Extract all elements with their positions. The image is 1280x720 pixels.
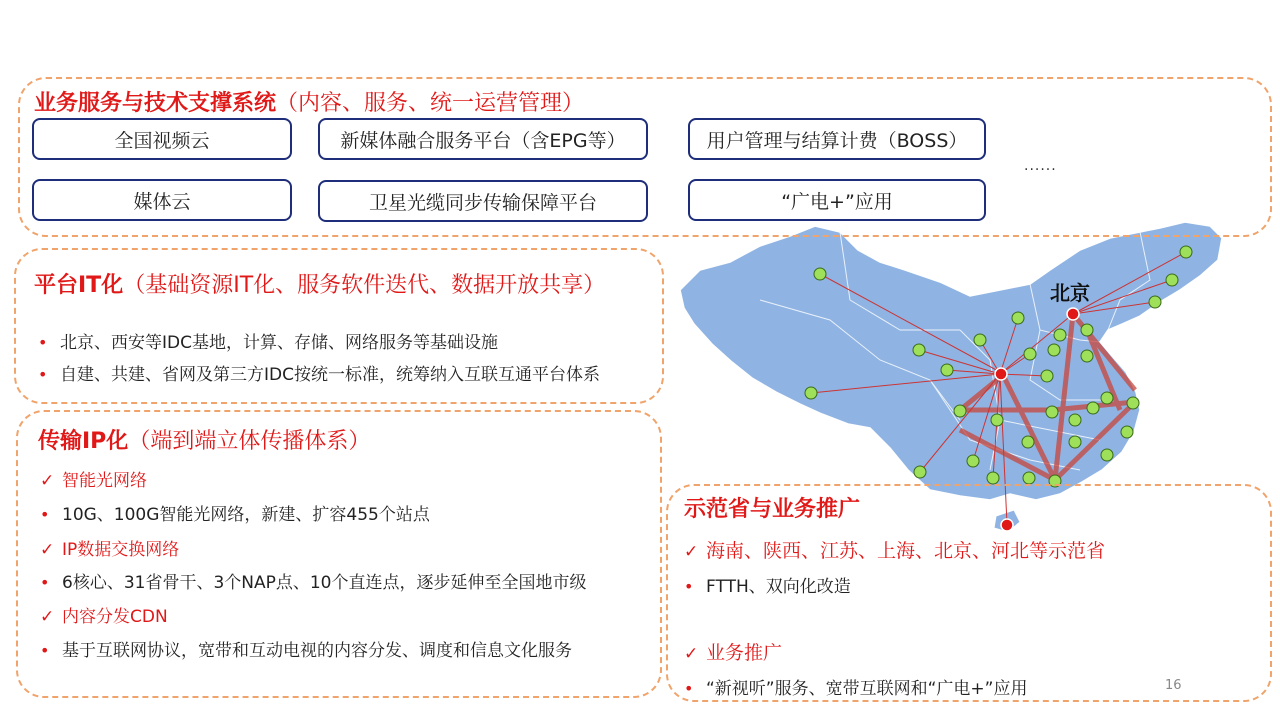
transport-bullet-3: • 基于互联网协议，宽带和互动电视的内容分发、调度和信息文化服务	[40, 641, 572, 661]
beijing-label: 北京	[1050, 283, 1090, 305]
network-node	[1012, 312, 1024, 324]
demo-section-title: 示范省与业务推广	[684, 497, 861, 522]
network-node	[1023, 472, 1035, 484]
network-node	[814, 268, 826, 280]
demo-bullet-1: • FTTH、双向化改造	[684, 577, 851, 597]
box-media-cloud: 媒体云	[32, 179, 292, 221]
network-node	[941, 364, 953, 376]
network-node	[1048, 344, 1060, 356]
network-node	[987, 472, 999, 484]
top-section-subtitle: （内容、服务、统一运营管理）	[276, 91, 585, 116]
demo-check-1: ✓ 海南、陕西、江苏、上海、北京、河北等示范省	[684, 540, 1106, 562]
network-node	[991, 414, 1003, 426]
demo-check-2: ✓ 业务推广	[684, 642, 783, 664]
network-node	[1081, 324, 1093, 336]
bullet-dot: •	[684, 679, 694, 698]
network-node	[974, 334, 986, 346]
demo-section-heading	[684, 492, 860, 523]
bullet-dot: •	[40, 573, 50, 592]
bullet-dot: •	[40, 641, 50, 660]
network-node	[1121, 426, 1133, 438]
transport-section-title: 传输IP化	[38, 429, 129, 454]
page-number: 16	[1165, 678, 1182, 693]
network-node	[1087, 402, 1099, 414]
box-broadcast-plus: “广电+”应用	[688, 179, 986, 221]
platform-bullet-1: • 北京、西安等IDC基地，计算、存储、网络服务等基础设施	[38, 333, 498, 353]
transport-check-3: ✓ 内容分发CDN	[40, 607, 168, 627]
network-node	[1041, 370, 1053, 382]
demo-bullet-2: • “新视听”服务、宽带互联网和“广电+”应用	[684, 679, 1028, 699]
network-node	[913, 344, 925, 356]
network-node	[1081, 350, 1093, 362]
box-new-media-platform: 新媒体融合服务平台（含EPG等）	[318, 118, 648, 160]
transport-bullet-1: • 10G、100G智能光网络，新建、扩容455个站点	[40, 505, 430, 525]
network-node	[805, 387, 817, 399]
network-node	[1127, 397, 1139, 409]
platform-bullet-2: • 自建、共建、省网及第三方IDC按统一标准，统筹纳入互联互通平台体系	[38, 365, 600, 385]
network-node	[914, 466, 926, 478]
network-node	[1069, 414, 1081, 426]
bullet-dot: •	[40, 505, 50, 524]
network-node	[1166, 274, 1178, 286]
network-node	[1046, 406, 1058, 418]
more-ellipsis: ......	[1024, 158, 1057, 174]
transport-bullet-2: • 6核心、31省骨干、3个NAP点、10个直连点，逐步延伸至全国地市级	[40, 573, 587, 593]
network-node	[1180, 246, 1192, 258]
check-icon: ✓	[40, 607, 55, 627]
platform-section-title: 平台IT化	[34, 273, 124, 298]
top-section-title: 业务服务与技术支撑系统	[34, 91, 277, 116]
network-node	[1054, 329, 1066, 341]
platform-section-subtitle: （基础资源IT化、服务软件迭代、数据开放共享）	[123, 273, 606, 298]
transport-check-1: ✓ 智能光网络	[40, 471, 147, 491]
platform-section-heading	[34, 268, 605, 299]
network-node	[1024, 348, 1036, 360]
network-node	[967, 455, 979, 467]
network-node	[1149, 296, 1161, 308]
core-node	[1067, 308, 1079, 320]
check-icon: ✓	[40, 471, 55, 491]
box-boss: 用户管理与结算计费（BOSS）	[688, 118, 986, 160]
check-icon: ✓	[684, 644, 699, 664]
box-satellite-platform: 卫星光缆同步传输保障平台	[318, 180, 648, 222]
china-map-shape	[680, 222, 1222, 500]
transport-section-subtitle: （端到端立体传播体系）	[128, 429, 371, 454]
network-node	[1101, 449, 1113, 461]
bullet-dot: •	[38, 333, 48, 352]
network-node	[1101, 392, 1113, 404]
bullet-dot: •	[38, 365, 48, 384]
top-section-heading	[34, 86, 584, 117]
transport-section-heading	[38, 424, 370, 455]
check-icon: ✓	[684, 542, 699, 562]
core-node	[995, 368, 1007, 380]
box-video-cloud: 全国视频云	[32, 118, 292, 160]
check-icon: ✓	[40, 540, 55, 560]
bullet-dot: •	[684, 577, 694, 596]
network-node	[1069, 436, 1081, 448]
network-node	[1022, 436, 1034, 448]
network-node	[954, 405, 966, 417]
transport-check-2: ✓ IP数据交换网络	[40, 540, 180, 560]
